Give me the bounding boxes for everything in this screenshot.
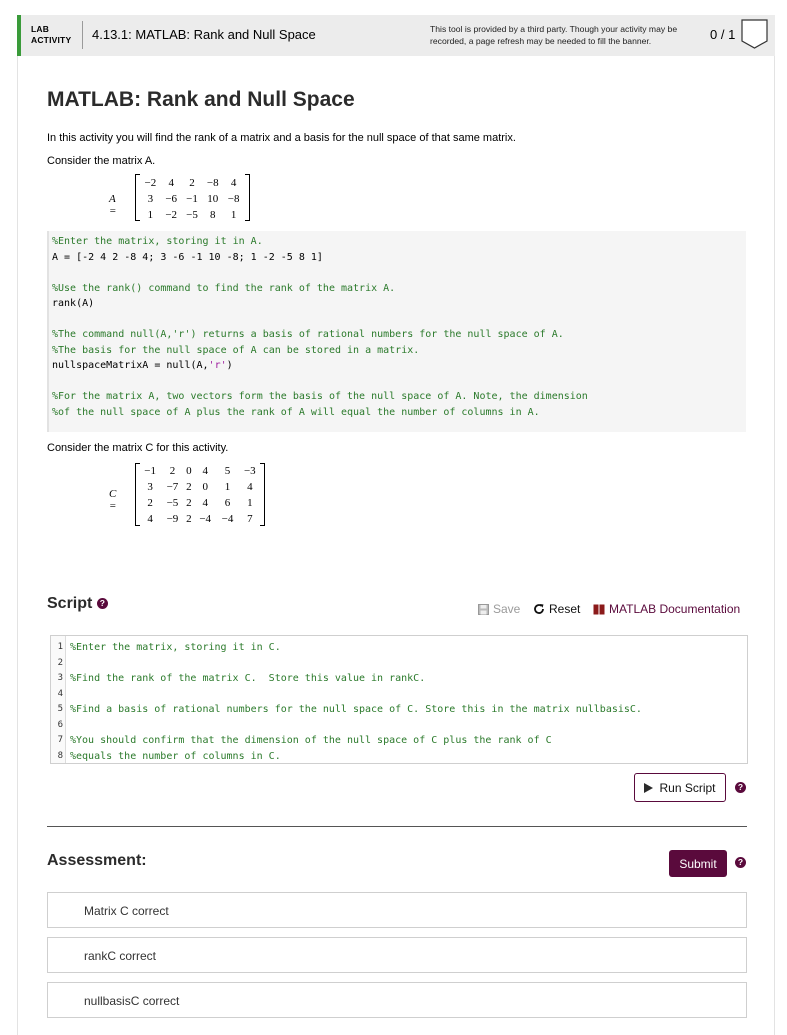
matrix-cell: 4: [230, 177, 237, 189]
assessment-heading: Assessment:: [47, 852, 147, 869]
save-icon: [478, 604, 489, 615]
matrix-cell: 1: [230, 209, 237, 221]
reset-button[interactable]: Reset: [533, 602, 580, 616]
script-heading: Script ?: [47, 595, 108, 613]
line-number: 6: [57, 719, 63, 730]
matrix-cell: −2: [144, 177, 157, 189]
assessment-item-nullbasisc: nullbasisC correct: [47, 982, 747, 1018]
matrix-row: [140, 191, 244, 207]
matrix-cell: 2: [189, 177, 195, 189]
section-divider: [47, 826, 747, 827]
line-number: 7: [57, 735, 63, 745]
code-line: rank(A): [52, 298, 95, 309]
code-line: %Enter the matrix, storing it in A.: [52, 236, 263, 247]
line-number: 5: [57, 704, 63, 714]
matrix-cell: −4: [221, 513, 234, 525]
line-number: 2: [57, 657, 63, 668]
matrix-cell: 4: [202, 465, 208, 477]
matrix-cell: −1: [144, 465, 156, 477]
matrix-a-right-bracket: [245, 174, 250, 221]
matrix-cell: −8: [227, 193, 240, 205]
code-line: A = [-2 4 2 -8 4; 3 -6 -1 10 -8; 1 -2 -5 8 1]: [52, 251, 323, 263]
matrix-cell: 6: [224, 497, 231, 509]
matrix-cell: 0: [186, 465, 192, 477]
page-title: MATLAB: Rank and Null Space: [47, 88, 355, 111]
line-number: 4: [57, 688, 63, 699]
code-line: %The basis for the null space of A can be stored in a matrix.: [52, 344, 420, 356]
matrix-row: [139, 495, 261, 511]
script-editor[interactable]: [50, 635, 748, 764]
save-button[interactable]: Save: [478, 602, 520, 616]
code-line: nullspaceMatrixA = null(A,'r'): [52, 360, 233, 371]
assessment-item-matrix-c: Matrix C correct: [47, 892, 747, 928]
matrix-c-label: C =: [109, 488, 117, 512]
run-help-icon[interactable]: ?: [735, 782, 746, 793]
activity-banner: [17, 15, 775, 56]
matrix-cell: 1: [247, 497, 253, 509]
matrix-row: [140, 207, 244, 223]
code-line: %Use the rank() command to find the rank of the matrix A.: [52, 282, 396, 294]
line-number: 8: [57, 750, 63, 761]
matrix-cell: 3: [147, 481, 153, 493]
lab-activity-label: LAB ACTIVITY: [31, 24, 72, 45]
matlab-documentation-link[interactable]: MATLAB Documentation: [593, 602, 740, 616]
line-number: 1: [57, 642, 63, 652]
matrix-cell: 4: [168, 177, 174, 189]
line-number: 3: [57, 673, 63, 683]
example-code-block: [47, 231, 746, 432]
activity-score: 0 / 1: [710, 27, 736, 42]
third-party-notice: This tool is provided by a third party. Though your activity may be recorded, a page refresh may be needed to fill the banner.: [430, 24, 678, 46]
matrix-cell: −3: [243, 465, 256, 477]
consider-matrix-a: Consider the matrix A.: [47, 155, 156, 167]
reset-icon: [533, 603, 545, 615]
matrix-row: [139, 463, 261, 479]
play-icon: [644, 783, 653, 793]
matrix-cell: −5: [166, 497, 179, 509]
matrix-cell: 4: [202, 497, 208, 509]
matrix-cell: 4: [147, 513, 153, 525]
matrix-row: [140, 175, 244, 191]
line-text: %You should confirm that the dimension of the null space of C plus the rank of C: [70, 735, 552, 746]
code-line: %of the null space of A plus the rank of A will equal the number of columns in A.: [52, 406, 540, 418]
line-text: %equals the number of columns in C.: [70, 750, 281, 762]
matrix-cell: −5: [186, 209, 198, 221]
banner-separator: [82, 21, 83, 49]
matrix-cell: 2: [186, 497, 192, 509]
matrix-cell: −6: [165, 193, 178, 205]
matrix-cell: 1: [224, 481, 231, 493]
intro-text: In this activity you will find the rank of a matrix and a basis for the null space of that same matrix.: [47, 132, 516, 144]
matrix-cell: 8: [210, 209, 216, 221]
matrix-cell: 3: [147, 193, 154, 205]
matrix-cell: −2: [165, 209, 178, 221]
matrix-a-table: [140, 175, 244, 223]
matrix-a-label: A =: [109, 193, 117, 217]
matrix-cell: 2: [186, 481, 192, 493]
matrix-cell: −7: [166, 481, 179, 493]
run-script-button[interactable]: Run Script: [634, 773, 726, 802]
code-line: %For the matrix A, two vectors form the basis of the null space of A. Note, the dimension: [52, 391, 588, 402]
activity-title: 4.13.1: MATLAB: Rank and Null Space: [92, 27, 316, 42]
matrix-row: [139, 479, 261, 495]
matrix-cell: 5: [224, 465, 231, 477]
matrix-cell: −1: [186, 193, 198, 205]
matrix-row: [139, 511, 261, 527]
matrix-cell: 2: [169, 465, 176, 477]
script-help-icon[interactable]: ?: [97, 598, 108, 609]
submit-help-icon[interactable]: ?: [735, 857, 746, 868]
line-text: %Enter the matrix, storing it in C.: [70, 642, 281, 653]
matrix-cell: −9: [166, 513, 179, 525]
matrix-cell: 7: [247, 513, 253, 525]
code-line: %The command null(A,'r') returns a basis of rational numbers for the null space of A.: [52, 329, 564, 340]
assessment-item-rankc: rankC correct: [47, 937, 747, 973]
book-icon: [593, 604, 605, 615]
matrix-cell: 1: [147, 209, 154, 221]
matrix-c-table: [139, 463, 261, 527]
matrix-cell: 4: [247, 481, 253, 493]
matrix-cell: 0: [202, 481, 208, 493]
matrix-cell: −4: [199, 513, 212, 525]
line-text: %Find a basis of rational numbers for the null space of C. Store this in the matrix nullbasisC.: [70, 704, 642, 715]
submit-button[interactable]: Submit: [669, 850, 727, 877]
consider-matrix-c: Consider the matrix C for this activity.: [47, 442, 229, 454]
line-text: %Find the rank of the matrix C. Store this value in rankC.: [70, 673, 426, 684]
content-frame: [17, 15, 775, 1035]
completion-badge-icon: [741, 19, 768, 49]
matrix-cell: 10: [207, 193, 219, 205]
matrix-cell: 2: [186, 513, 192, 525]
matrix-cell: −8: [206, 177, 219, 189]
matrix-cell: 2: [147, 497, 153, 509]
